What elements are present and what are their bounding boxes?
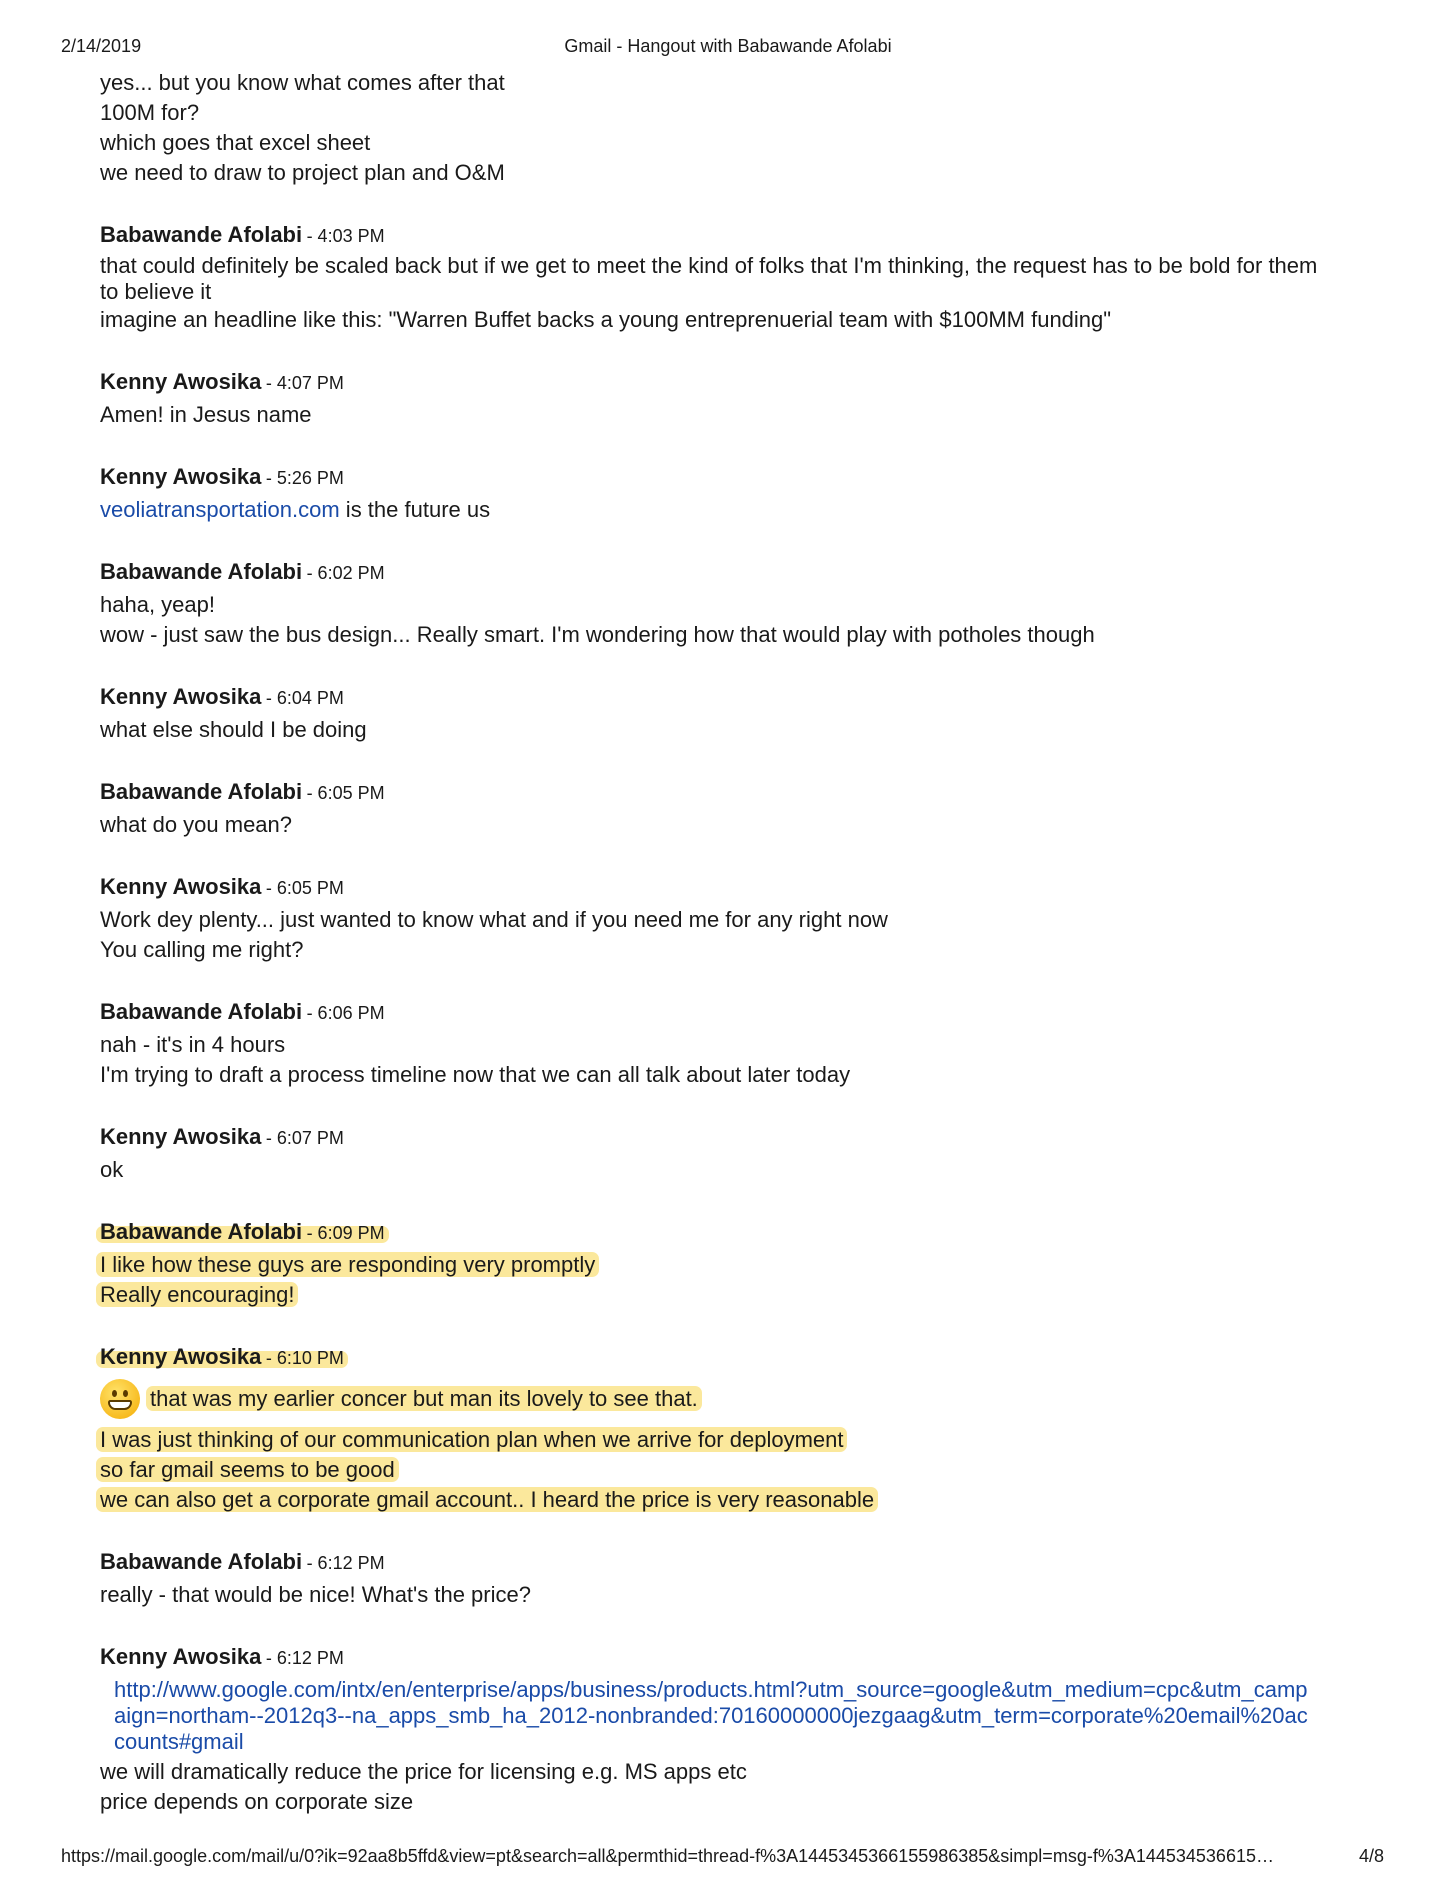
- message-time: - 6:12 PM: [306, 1553, 385, 1573]
- highlighted-text: we can also get a corporate gmail account.. I heard the price is very reasonable: [96, 1487, 878, 1512]
- chat-message: [100, 557, 1340, 650]
- sender-name: Babawande Afolabi: [100, 999, 303, 1024]
- message-line: really - that would be nice! What's the price?: [100, 1582, 531, 1607]
- message-header: [100, 1122, 1340, 1155]
- sender-name: Babawande Afolabi: [100, 222, 303, 247]
- grinning-face-emoji-icon: [100, 1379, 140, 1419]
- sender-name: Kenny Awosika: [100, 684, 262, 709]
- message-line: which goes that excel sheet: [100, 130, 371, 155]
- message-line: [100, 1455, 1340, 1485]
- sender-name: Kenny Awosika: [100, 1124, 262, 1149]
- message-line: Work dey plenty... just wanted to know what and if you need me for any right now: [100, 907, 888, 932]
- message-line: You calling me right?: [100, 937, 304, 962]
- sender-name: Babawande Afolabi: [100, 779, 303, 804]
- emoji-eye: [112, 1390, 117, 1397]
- chat-message-highlighted: [100, 1217, 1340, 1310]
- sender-name: Babawande Afolabi: [100, 1219, 303, 1244]
- message-time: - 5:26 PM: [265, 468, 344, 488]
- highlight: [96, 1344, 348, 1369]
- message-time: - 6:09 PM: [306, 1223, 385, 1243]
- message-time: - 6:05 PM: [265, 878, 344, 898]
- message-header: [100, 1342, 1340, 1375]
- message-header: [100, 1642, 1340, 1675]
- message-line: wow - just saw the bus design... Really smart. I'm wondering how that would play with potholes though: [100, 622, 1095, 647]
- message-line: what do you mean?: [100, 812, 293, 837]
- message-line: imagine an headline like this: "Warren Buffet backs a young entreprenuerial team with $100MM funding": [100, 307, 1112, 332]
- message-line: [100, 1485, 1340, 1515]
- message-line: haha, yeap!: [100, 592, 215, 617]
- message-line: that could definitely be scaled back but if we get to meet the kind of folks that I'm thinking, the request has to be bold for them to believe it: [100, 253, 1324, 304]
- highlighted-text: I was just thinking of our communication plan when we arrive for deployment: [96, 1427, 847, 1452]
- message-line: nah - it's in 4 hours: [100, 1032, 286, 1057]
- message-line: 100M for?: [100, 100, 200, 125]
- message-line: what else should I be doing: [100, 717, 367, 742]
- chat-message-highlighted: [100, 1342, 1340, 1515]
- message-time: - 6:05 PM: [306, 783, 385, 803]
- chat-message: [100, 1122, 1340, 1185]
- footer-url: https://mail.google.com/mail/u/0?ik=92aa8b5ffd&view=pt&search=all&permthid=thread-f%3A1445345366155986385&simpl=msg-f%3A144534536615…: [61, 1846, 1274, 1866]
- sender-name: Kenny Awosika: [100, 369, 262, 394]
- chat-message: [100, 872, 1340, 965]
- message-time: - 6:07 PM: [265, 1128, 344, 1148]
- message-text: is the future us: [339, 497, 491, 522]
- message-line: price depends on corporate size: [100, 1789, 414, 1814]
- highlighted-text: that was my earlier concer but man its lovely to see that.: [146, 1386, 702, 1411]
- message-line: ok: [100, 1157, 124, 1182]
- message-line: [100, 1425, 1340, 1455]
- message-time: - 6:06 PM: [306, 1003, 385, 1023]
- message-line: we will dramatically reduce the price for licensing e.g. MS apps etc: [100, 1759, 747, 1784]
- message-header: [100, 367, 1340, 400]
- message-header: [100, 872, 1340, 905]
- chat-message: [100, 367, 1340, 430]
- message-line: [100, 1280, 1340, 1310]
- sender-name: Kenny Awosika: [100, 464, 262, 489]
- message-header: [100, 777, 1340, 810]
- chat-message: [100, 997, 1340, 1090]
- chat-message: [100, 1642, 1340, 1817]
- message-header: [100, 462, 1340, 495]
- message-line: [100, 1379, 1340, 1419]
- sender-name: Kenny Awosika: [100, 1644, 262, 1669]
- chat-message: [100, 462, 1340, 525]
- emoji-eye: [123, 1390, 128, 1397]
- highlighted-text: so far gmail seems to be good: [96, 1457, 399, 1482]
- message-line: I'm trying to draft a process timeline now that we can all talk about later today: [100, 1062, 851, 1087]
- sender-name: Babawande Afolabi: [100, 1549, 303, 1574]
- continued-message: [100, 68, 1340, 188]
- website-link[interactable]: veoliatransportation.com: [100, 497, 340, 522]
- message-line: [100, 1250, 1340, 1280]
- sender-name: Kenny Awosika: [100, 1344, 262, 1369]
- message-time: - 6:04 PM: [265, 688, 344, 708]
- google-apps-link[interactable]: http://www.google.com/intx/en/enterprise/apps/business/products.html?utm_source=google&utm_medium=cpc&utm_campaign=northam--2012q3--na_apps_smb_ha_2012-nonbranded:70160000000jezgaag&utm_term=corporate%20email%20accounts#gmail: [114, 1677, 1308, 1754]
- sender-name: Kenny Awosika: [100, 874, 262, 899]
- message-time: - 4:03 PM: [306, 226, 385, 246]
- chat-message: [100, 682, 1340, 745]
- message-header: [100, 220, 1340, 253]
- message-line: Amen! in Jesus name: [100, 402, 312, 427]
- chat-message: [100, 777, 1340, 840]
- page-title: Gmail - Hangout with Babawande Afolabi: [564, 36, 892, 56]
- highlighted-text: I like how these guys are responding very promptly: [96, 1252, 599, 1277]
- highlight: [96, 1219, 389, 1244]
- print-date: 2/14/2019: [61, 36, 142, 56]
- message-line: [100, 495, 1340, 525]
- message-header: [100, 1217, 1340, 1250]
- message-header: [100, 1547, 1340, 1580]
- message-line: yes... but you know what comes after that: [100, 70, 505, 95]
- message-header: [100, 682, 1340, 715]
- message-header: [100, 557, 1340, 590]
- emoji-mouth: [108, 1400, 132, 1410]
- chat-message: [100, 220, 1340, 335]
- message-time: - 4:07 PM: [265, 373, 344, 393]
- highlighted-text: Really encouraging!: [96, 1282, 298, 1307]
- message-line: we need to draw to project plan and O&M: [100, 160, 505, 185]
- message-time: - 6:10 PM: [265, 1348, 344, 1368]
- message-header: [100, 997, 1340, 1030]
- message-time: - 6:12 PM: [265, 1648, 344, 1668]
- sender-name: Babawande Afolabi: [100, 559, 303, 584]
- page-number: 4/8: [1358, 1846, 1384, 1866]
- conversation: [100, 68, 1340, 1817]
- chat-message: [100, 1547, 1340, 1610]
- message-time: - 6:02 PM: [306, 563, 385, 583]
